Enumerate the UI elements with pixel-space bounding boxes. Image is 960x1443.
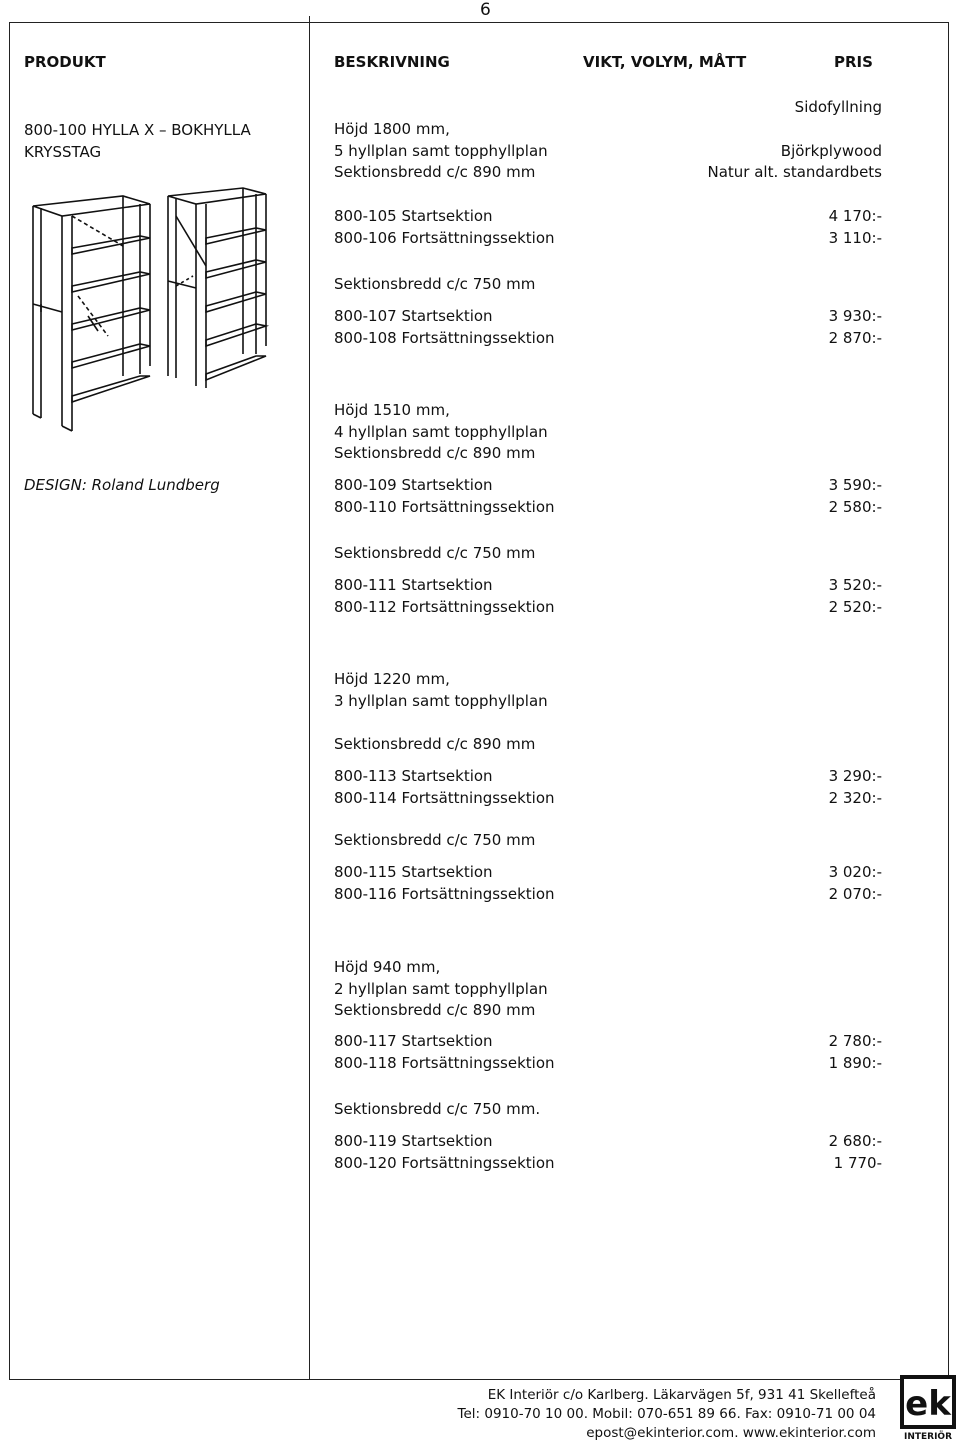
price-row — [334, 766, 882, 788]
section-940-width-750 — [334, 1099, 882, 1121]
product-title — [24, 120, 251, 163]
section-height: Höjd 940 mm, — [334, 958, 441, 976]
item-code: 800-115 Startsektion — [334, 863, 493, 881]
material-line-1: Sidofyllning — [794, 98, 882, 116]
item-price: 2 580:- — [828, 497, 882, 516]
section-height: Höjd 1800 mm, — [334, 120, 450, 138]
header-pris: PRIS — [834, 53, 873, 71]
item-code: 800-109 Startsektion — [334, 476, 493, 494]
section-width-750: Sektionsbredd c/c 750 mm. — [334, 1100, 541, 1118]
item-price: 1 890:- — [828, 1053, 882, 1072]
item-price: 3 110:- — [828, 228, 882, 247]
section-1220-items-890 — [334, 766, 882, 809]
section-1510-width-750 — [334, 543, 882, 565]
item-code: 800-120 Fortsättningssektion — [334, 1153, 555, 1172]
item-code: 800-119 Startsektion — [334, 1132, 493, 1150]
price-row — [334, 1153, 882, 1175]
price-row — [334, 1131, 882, 1153]
section-1800 — [334, 119, 882, 184]
section-1220-items-750 — [334, 862, 882, 905]
price-row — [334, 228, 882, 250]
company-contact — [458, 1386, 877, 1443]
header-produkt: PRODUKT — [24, 53, 106, 71]
item-code: 800-116 Fortsättningssektion — [334, 884, 555, 903]
item-code: 800-110 Fortsättningssektion — [334, 497, 555, 516]
item-price: 3 520:- — [828, 576, 882, 594]
ek-interior-logo — [900, 1375, 956, 1441]
price-row — [334, 206, 882, 228]
item-code: 800-114 Fortsättningssektion — [334, 788, 555, 807]
item-code: 800-112 Fortsättningssektion — [334, 597, 555, 616]
section-width-890: Sektionsbredd c/c 890 mm — [334, 1001, 536, 1019]
item-code: 800-108 Fortsättningssektion — [334, 328, 555, 347]
section-1220 — [334, 669, 882, 712]
section-width-890: Sektionsbredd c/c 890 mm — [334, 163, 536, 181]
section-height: Höjd 1220 mm, — [334, 670, 450, 688]
section-1800-items-890 — [334, 206, 882, 249]
item-price: 2 520:- — [828, 597, 882, 616]
section-940-items-750 — [334, 1131, 882, 1174]
section-width-750: Sektionsbredd c/c 750 mm — [334, 544, 536, 562]
item-code: 800-111 Startsektion — [334, 576, 493, 594]
section-1510-items-750 — [334, 575, 882, 618]
price-row — [334, 597, 882, 619]
item-price: 2 320:- — [828, 788, 882, 807]
item-price: 1 770- — [833, 1153, 882, 1172]
section-940-items-890 — [334, 1031, 882, 1074]
section-shelves: 4 hyllplan samt topphyllplan — [334, 422, 548, 441]
price-row — [334, 1031, 882, 1053]
section-width-750: Sektionsbredd c/c 750 mm — [334, 275, 536, 293]
section-width-750: Sektionsbredd c/c 750 mm — [334, 831, 536, 849]
item-price: 3 590:- — [828, 476, 882, 494]
item-price: 2 870:- — [828, 328, 882, 347]
price-row — [334, 306, 882, 328]
section-width-890: Sektionsbredd c/c 890 mm — [334, 444, 536, 462]
material-line-3: Natur alt. standardbets — [707, 163, 882, 181]
price-row — [334, 328, 882, 350]
bookshelf-illustration — [28, 186, 278, 446]
price-row — [334, 475, 882, 497]
section-shelves: 5 hyllplan samt topphyllplan — [334, 141, 548, 160]
item-price: 3 290:- — [828, 767, 882, 785]
item-price: 2 780:- — [828, 1032, 882, 1050]
section-height: Höjd 1510 mm, — [334, 401, 450, 419]
item-price: 4 170:- — [828, 207, 882, 225]
item-price: 2 680:- — [828, 1132, 882, 1150]
company-phone: Tel: 0910-70 10 00. Mobil: 070-651 89 66. Fax: 0910-71 00 04 — [457, 1406, 876, 1422]
company-address: EK Interiör c/o Karlberg. Läkarvägen 5f, 931 41 Skellefteå — [487, 1387, 876, 1403]
company-email-web[interactable]: epost@ekinterior.com. www.ekinterior.com — [586, 1425, 876, 1441]
section-shelves: 2 hyllplan samt topphyllplan — [334, 979, 548, 998]
item-price: 2 070:- — [828, 884, 882, 903]
section-1510 — [334, 400, 882, 465]
svg-text:INTERIÖR: INTERIÖR — [903, 1432, 953, 1441]
price-row — [334, 497, 882, 519]
section-1220-width-890 — [334, 734, 882, 756]
section-940 — [334, 957, 882, 1022]
price-row — [334, 1053, 882, 1075]
material-line-2: Björkplywood — [780, 141, 882, 160]
item-code: 800-106 Fortsättningssektion — [334, 228, 555, 247]
section-1510-items-890 — [334, 475, 882, 518]
item-code: 800-118 Fortsättningssektion — [334, 1053, 555, 1072]
section-1800-items-750 — [334, 306, 882, 349]
section-1800-width-750 — [334, 274, 882, 296]
section-shelves: 3 hyllplan samt topphyllplan — [334, 691, 548, 710]
section-width-890: Sektionsbredd c/c 890 mm — [334, 735, 536, 753]
item-code: 800-117 Startsektion — [334, 1032, 493, 1050]
item-code: 800-105 Startsektion — [334, 207, 493, 225]
product-title-line1: 800-100 HYLLA X – BOKHYLLA — [24, 121, 251, 139]
item-price: 3 930:- — [828, 307, 882, 325]
item-code: 800-107 Startsektion — [334, 307, 493, 325]
item-price: 3 020:- — [828, 863, 882, 881]
header-vikt-volym-matt: VIKT, VOLYM, MÅTT — [583, 53, 747, 71]
item-code: 800-113 Startsektion — [334, 767, 493, 785]
designer-credit: DESIGN: Roland Lundberg — [24, 476, 220, 494]
section-1220-width-750 — [334, 830, 882, 852]
price-row — [334, 575, 882, 597]
header-beskrivning: BESKRIVNING — [334, 53, 450, 71]
price-row — [334, 788, 882, 810]
column-divider — [309, 16, 310, 1380]
svg-text:ek: ek — [905, 1384, 951, 1424]
product-title-line2: KRYSSTAG — [24, 142, 102, 161]
price-row — [334, 862, 882, 884]
page-number: 6 — [480, 0, 491, 20]
price-row — [334, 884, 882, 906]
